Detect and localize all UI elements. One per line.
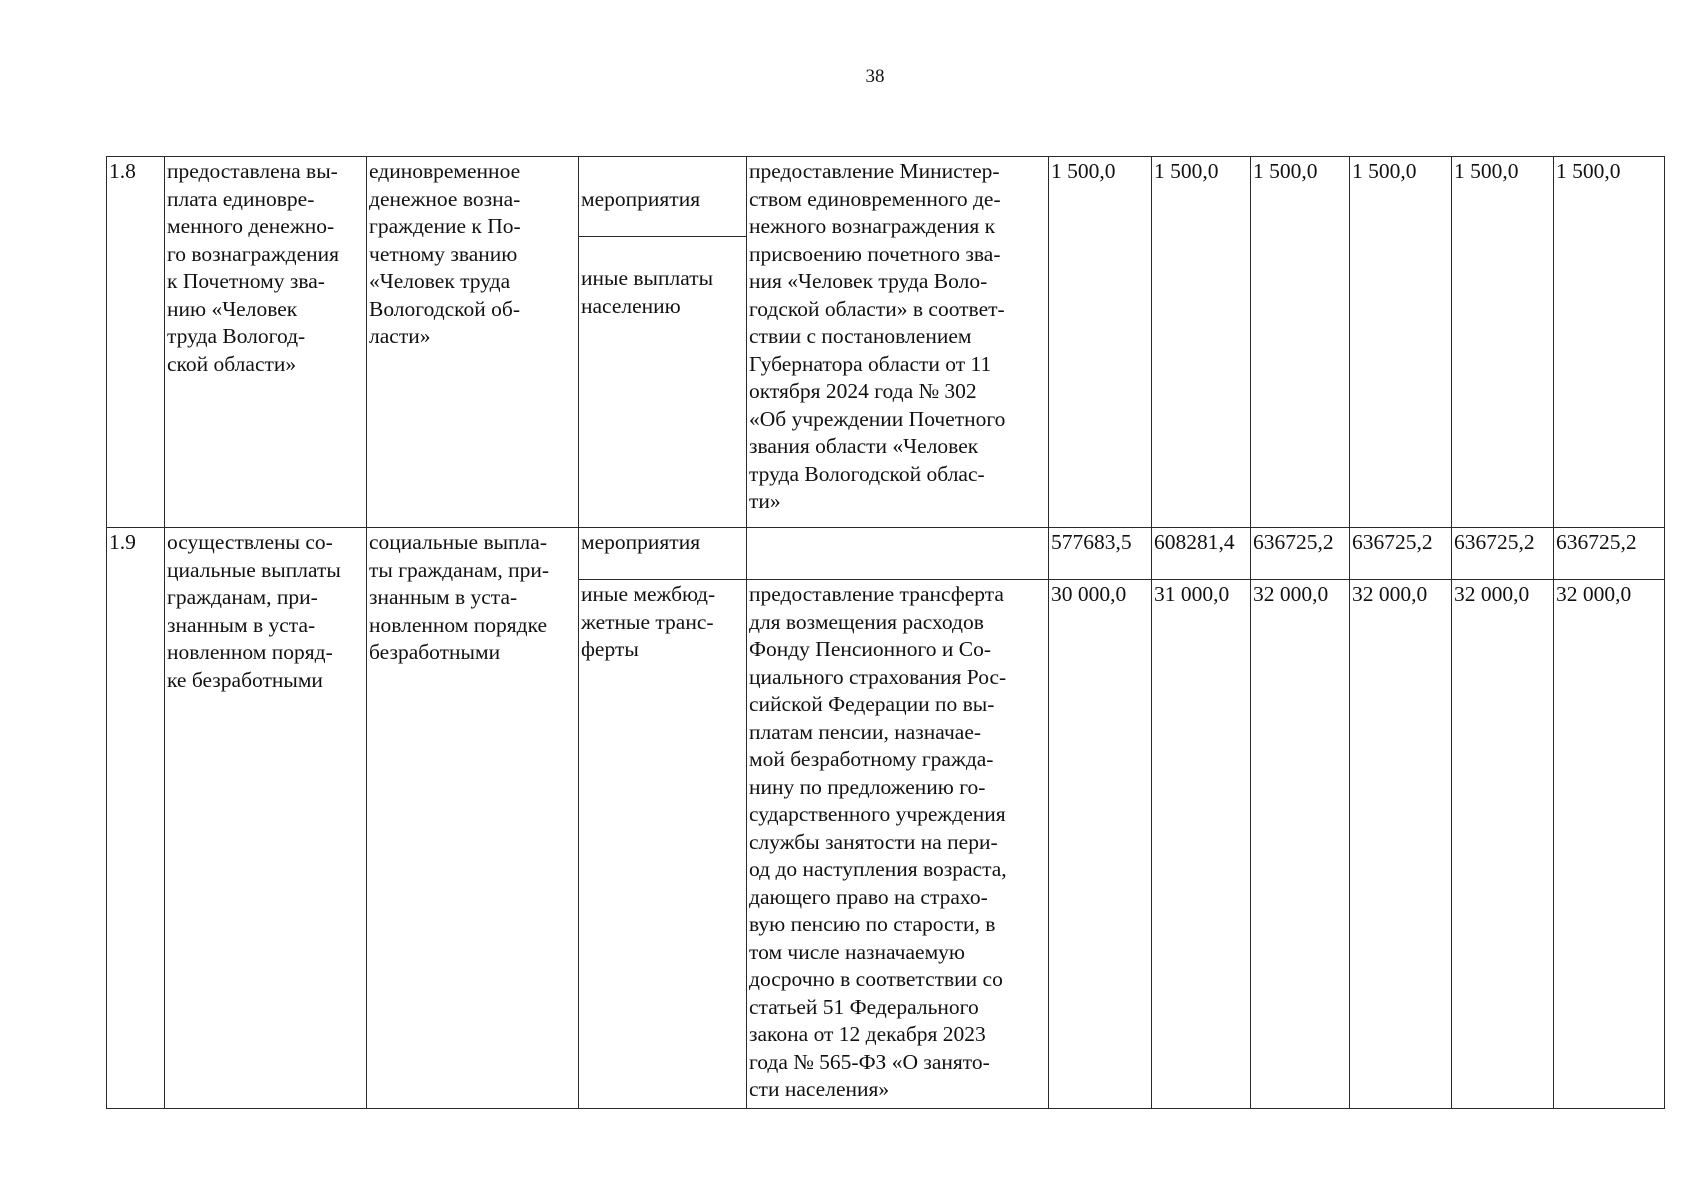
kind-top: мероприятия [579,185,746,237]
value-cell: 32 000,0 [1554,580,1665,1109]
kind-cell [579,157,747,528]
value-cell: 577683,5 [1049,528,1152,580]
value-cell: 32 000,0 [1452,580,1554,1109]
value-cell: 1 500,0 [1452,157,1554,528]
description-top [747,528,1049,580]
description-cell: предоставление Министер- ством единовременного де- нежного вознаграждения к присвоению почетного зва- ния «Человек труда Воло- годской области» в соответ- ствии с постановлением Губернатора области от 11 октября 2024 года № 302 «Об учреждении Почетного звания области «Человек труда Вологодской облас- ти» [747,157,1049,528]
value-cell: 1 500,0 [1049,157,1152,528]
value-cell: 608281,4 [1152,528,1251,580]
row-number: 1.9 [107,528,165,1109]
result-cell: предоставлена вы- плата единовре- менного денежно- го вознаграждения к Почетному зва- нию «Человек труда Вологод- ской области» [165,157,367,528]
value-cell: 636725,2 [1350,528,1452,580]
table-row [107,157,1665,528]
description-cell: предоставление трансферта для возмещения расходов Фонду Пенсионного и Со- циального страхования Рос- сийской Федерации по вы- платам пенсии, назначае- мой безработному гражда- нину по предложению го- сударственного учреждения службы занятости на пери- од до наступления возраста, дающего право на страхо- вую пенсию по старости, в том числе назначаемую досрочно в соответствии со статьей 51 Федерального закона от 12 декабря 2023 года № 565-ФЗ «О занято- сти населения» [747,580,1049,1109]
value-cell: 31 000,0 [1152,580,1251,1109]
value-cell: 1 500,0 [1350,157,1452,528]
kind-top: мероприятия [579,528,747,580]
row-number: 1.8 [107,157,165,528]
value-cell: 1 500,0 [1554,157,1665,528]
value-cell: 636725,2 [1452,528,1554,580]
result-cell: осуществлены со- циальные выплаты гражданам, при- знанным в уста- новленном поряд- ке безработными [165,528,367,1109]
value-cell: 1 500,0 [1152,157,1251,528]
measure-cell: социальные выпла- ты гражданам, при- знанным в уста- новленном порядке безработными [367,528,579,1109]
value-cell: 30 000,0 [1049,580,1152,1109]
value-cell: 1 500,0 [1251,157,1350,528]
value-cell: 636725,2 [1251,528,1350,580]
value-cell: 32 000,0 [1350,580,1452,1109]
table-row [107,528,1665,580]
kind-bottom: иные выплаты населению [581,266,714,318]
kind-bottom: иные межбюд- жетные транс- ферты [579,580,747,1109]
value-cell: 636725,2 [1554,528,1665,580]
measure-cell: единовременное денежное возна- граждение к По- четному званию «Человек труда Вологодской об- ласти» [367,157,579,528]
value-cell: 32 000,0 [1251,580,1350,1109]
page-number: 38 [865,66,885,87]
program-measures-table [106,156,1665,1109]
